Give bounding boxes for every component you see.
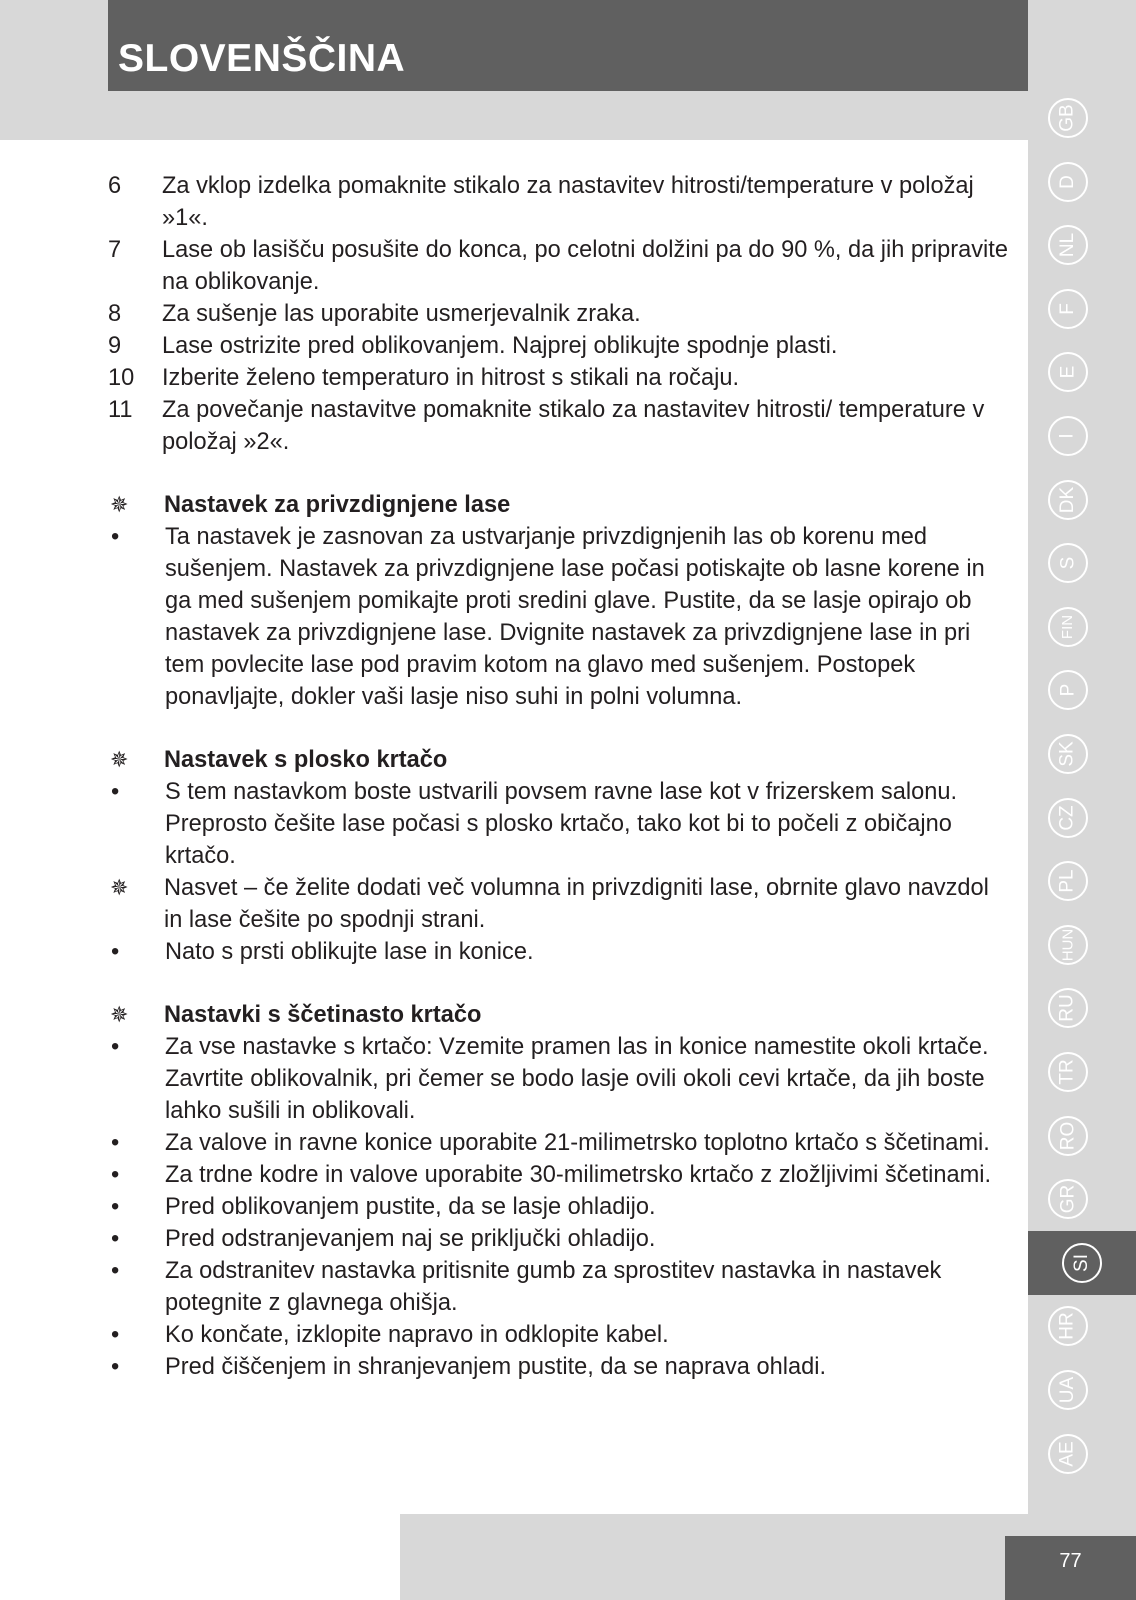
language-circle bbox=[1048, 1116, 1088, 1156]
language-tab[interactable] bbox=[1028, 658, 1108, 722]
language-circle bbox=[1048, 416, 1088, 456]
language-tab[interactable] bbox=[1028, 277, 1108, 341]
numbered-step bbox=[108, 170, 1008, 234]
item-text: Pred oblikovanjem pustite, da se lasje ohladijo. bbox=[165, 1194, 656, 1220]
star-icon: ✵ bbox=[110, 747, 129, 772]
section-header bbox=[108, 489, 1008, 521]
item-text: Za vklop izdelka pomaknite stikalo za nastavitev hitrosti/temperature v položaj »1«. bbox=[162, 173, 974, 231]
language-tab[interactable] bbox=[1028, 786, 1108, 850]
language-circle bbox=[1048, 1434, 1088, 1474]
section-heading: Nastavek za privzdignjene lase bbox=[164, 492, 511, 518]
item-text: Lase ostrizite pred oblikovanjem. Najprej oblikujte spodnje plasti. bbox=[162, 333, 838, 359]
language-circle bbox=[1048, 162, 1088, 202]
bullet-marker: • bbox=[111, 1354, 120, 1380]
language-tab[interactable] bbox=[1028, 531, 1108, 595]
language-tab[interactable] bbox=[1028, 1104, 1108, 1168]
section-gap bbox=[108, 458, 1008, 489]
bullet-marker: • bbox=[111, 779, 120, 805]
language-circle bbox=[1048, 480, 1088, 520]
language-tab[interactable] bbox=[1028, 1358, 1108, 1422]
star-icon: ✵ bbox=[110, 1002, 129, 1027]
star-icon: ✵ bbox=[110, 875, 129, 900]
language-circle bbox=[1048, 1179, 1088, 1219]
language-code: I bbox=[1057, 433, 1078, 439]
step-number: 7 bbox=[108, 237, 122, 263]
language-tab[interactable] bbox=[1028, 340, 1108, 404]
language-circle bbox=[1048, 670, 1088, 710]
numbered-step bbox=[108, 234, 1008, 298]
language-circle bbox=[1048, 607, 1088, 647]
list-item bbox=[108, 1191, 1008, 1223]
item-text: Izberite želeno temperaturo in hitrost s stikali na ročaju. bbox=[162, 365, 740, 391]
step-number: 11 bbox=[108, 397, 133, 423]
language-circle bbox=[1048, 289, 1088, 329]
page-title: SLOVENŠČINA bbox=[118, 37, 406, 80]
list-item bbox=[108, 521, 1008, 713]
section bbox=[108, 999, 1008, 1383]
language-tab[interactable] bbox=[1028, 849, 1108, 913]
bullet-marker: • bbox=[111, 1258, 120, 1284]
language-code: AE bbox=[1056, 1440, 1078, 1467]
bullet-marker: • bbox=[111, 1194, 120, 1220]
numbered-step bbox=[108, 330, 1008, 362]
item-text: Za trdne kodre in valove uporabite 30-milimetrsko krtačo z zložljivimi ščetinami. bbox=[165, 1162, 992, 1188]
language-circle bbox=[1062, 1243, 1102, 1283]
language-tab[interactable] bbox=[1028, 150, 1108, 214]
bullet-marker: • bbox=[111, 1034, 120, 1060]
language-circle bbox=[1048, 861, 1088, 901]
item-text: Nasvet – če želite dodati več volumna in privzdigniti lase, obrnite glavo navzdol in lase češite po spodnji strani. bbox=[164, 875, 989, 933]
page-number: 77 bbox=[1059, 1549, 1082, 1572]
language-code: S bbox=[1057, 556, 1078, 570]
language-circle bbox=[1048, 225, 1088, 265]
bullet-marker: • bbox=[111, 524, 120, 550]
language-code: F bbox=[1056, 302, 1078, 315]
item-text: Lase ob lasišču posušite do konca, po celotni dolžini pa do 90 %, da jih pripravite na oblikovanje. bbox=[162, 237, 1008, 295]
list-item bbox=[108, 1031, 1008, 1127]
language-tab[interactable] bbox=[1028, 913, 1108, 977]
language-code: TR bbox=[1056, 1059, 1078, 1085]
step-number: 10 bbox=[108, 365, 135, 391]
language-code: P bbox=[1057, 684, 1078, 697]
list-item bbox=[108, 1351, 1008, 1383]
language-circle bbox=[1048, 798, 1088, 838]
item-text: S tem nastavkom boste ustvarili povsem ravne lase kot v frizerskem salonu. Preprosto češite lase počasi s plosko krtačo, tako kot bi to počeli z običajno krtačo. bbox=[165, 779, 958, 869]
section-header bbox=[108, 744, 1008, 776]
section-heading: Nastavek s plosko krtačo bbox=[164, 747, 448, 773]
language-code: CZ bbox=[1056, 804, 1078, 831]
language-circle bbox=[1048, 543, 1088, 583]
list-item bbox=[108, 1255, 1008, 1319]
step-number: 8 bbox=[108, 301, 122, 327]
language-circle bbox=[1048, 98, 1088, 138]
language-code: RO bbox=[1057, 1121, 1078, 1150]
item-text: Za povečanje nastavitve pomaknite stikalo za nastavitev hitrosti/ temperature v položaj »2«. bbox=[162, 397, 985, 455]
language-tab[interactable] bbox=[1028, 213, 1108, 277]
item-text: Ko končate, izklopite napravo in odklopite kabel. bbox=[165, 1322, 669, 1348]
language-code: GR bbox=[1057, 1184, 1078, 1214]
section-gap bbox=[108, 713, 1008, 744]
language-code: E bbox=[1057, 366, 1078, 379]
section-gap bbox=[108, 968, 1008, 999]
bottom-band bbox=[400, 1514, 1028, 1600]
language-circle bbox=[1048, 988, 1088, 1028]
step-number: 9 bbox=[108, 333, 122, 359]
content bbox=[108, 170, 1008, 1383]
list-item bbox=[108, 936, 1008, 968]
language-tab[interactable] bbox=[1028, 86, 1108, 150]
language-code: DK bbox=[1057, 486, 1078, 513]
list-item bbox=[108, 872, 1008, 936]
list-item bbox=[108, 1319, 1008, 1351]
numbered-step bbox=[108, 298, 1008, 330]
language-code: UA bbox=[1057, 1376, 1078, 1404]
item-text: Za valove in ravne konice uporabite 21-milimetrsko toplotno krtačo s ščetinami. bbox=[165, 1130, 990, 1156]
section-heading: Nastavki s ščetinasto krtačo bbox=[164, 1002, 482, 1028]
language-circle bbox=[1048, 1052, 1088, 1092]
bullet-marker: • bbox=[111, 1226, 120, 1252]
numbered-steps bbox=[108, 170, 1008, 458]
language-code: D bbox=[1056, 174, 1078, 189]
item-text: Za odstranitev nastavka pritisnite gumb za sprostitev nastavka in nastavek potegnite z glavnega ohišja. bbox=[165, 1258, 942, 1316]
step-number: 6 bbox=[108, 173, 122, 199]
item-text: Pred odstranjevanjem naj se priključki ohladijo. bbox=[165, 1226, 656, 1252]
list-item bbox=[108, 1127, 1008, 1159]
bullet-marker: • bbox=[111, 939, 120, 965]
star-icon: ✵ bbox=[110, 492, 129, 517]
language-tab[interactable] bbox=[1028, 1231, 1136, 1295]
language-tab[interactable] bbox=[1028, 1294, 1108, 1358]
language-code: HR bbox=[1056, 1312, 1078, 1341]
language-code: PL bbox=[1057, 869, 1078, 893]
language-circle bbox=[1048, 1370, 1088, 1410]
item-text: Nato s prsti oblikujte lase in konice. bbox=[165, 939, 534, 965]
language-circle bbox=[1048, 734, 1088, 774]
item-text: Za vse nastavke s krtačo: Vzemite pramen las in konice namestite okoli krtače. Zavrtite oblikovalnik, pri čemer se bodo lasje ovili okoli cevi krtače, da jih boste lahko sušili in oblikovali. bbox=[165, 1034, 989, 1124]
language-tab[interactable] bbox=[1028, 722, 1108, 786]
list-item bbox=[108, 776, 1008, 872]
bullet-marker: • bbox=[111, 1322, 120, 1348]
language-tab[interactable] bbox=[1028, 595, 1108, 659]
language-circle bbox=[1048, 925, 1088, 965]
language-tab[interactable] bbox=[1028, 468, 1108, 532]
language-tab[interactable] bbox=[1028, 1040, 1108, 1104]
list-item bbox=[108, 1223, 1008, 1255]
language-tab[interactable] bbox=[1028, 976, 1108, 1040]
sections bbox=[108, 458, 1008, 1383]
item-text: Ta nastavek je zasnovan za ustvarjanje privzdignjenih las ob korenu med sušenjem. Nastavek za privzdignjene lase počasi potiskajte ob lasne korene in ga med sušenjem pomikajte proti sredini glave. Pustite, da se lasje opirajo ob nastavek za privzdignjene lase. Dvignite nastavek za privzdignjene lase in pri tem povlecite lase pod pravim kotom na glavo med sušenjem. Postopek ponavljajte, dokler vaši lasje niso suhi in polni volumna. bbox=[165, 524, 985, 710]
bullet-marker: • bbox=[111, 1130, 120, 1156]
language-tab[interactable] bbox=[1028, 1167, 1108, 1231]
section-header bbox=[108, 999, 1008, 1031]
language-code: RU bbox=[1056, 994, 1078, 1023]
section bbox=[108, 489, 1008, 713]
language-circle bbox=[1048, 352, 1088, 392]
language-code: SI bbox=[1070, 1253, 1092, 1272]
section bbox=[108, 744, 1008, 968]
language-code: GB bbox=[1056, 104, 1078, 132]
language-tab[interactable] bbox=[1028, 404, 1108, 468]
language-code: HUN bbox=[1059, 928, 1076, 962]
numbered-step bbox=[108, 394, 1008, 458]
item-text: Pred čiščenjem in shranjevanjem pustite, da se naprava ohladi. bbox=[165, 1354, 826, 1380]
language-tab[interactable] bbox=[1028, 1422, 1108, 1486]
language-code: FIN bbox=[1058, 614, 1076, 639]
bullet-marker: • bbox=[111, 1162, 120, 1188]
language-circle bbox=[1048, 1306, 1088, 1346]
language-code: NL bbox=[1056, 233, 1078, 258]
numbered-step bbox=[108, 362, 1008, 394]
list-item bbox=[108, 1159, 1008, 1191]
item-text: Za sušenje las uporabite usmerjevalnik zraka. bbox=[162, 301, 641, 327]
language-code: SK bbox=[1056, 741, 1078, 767]
